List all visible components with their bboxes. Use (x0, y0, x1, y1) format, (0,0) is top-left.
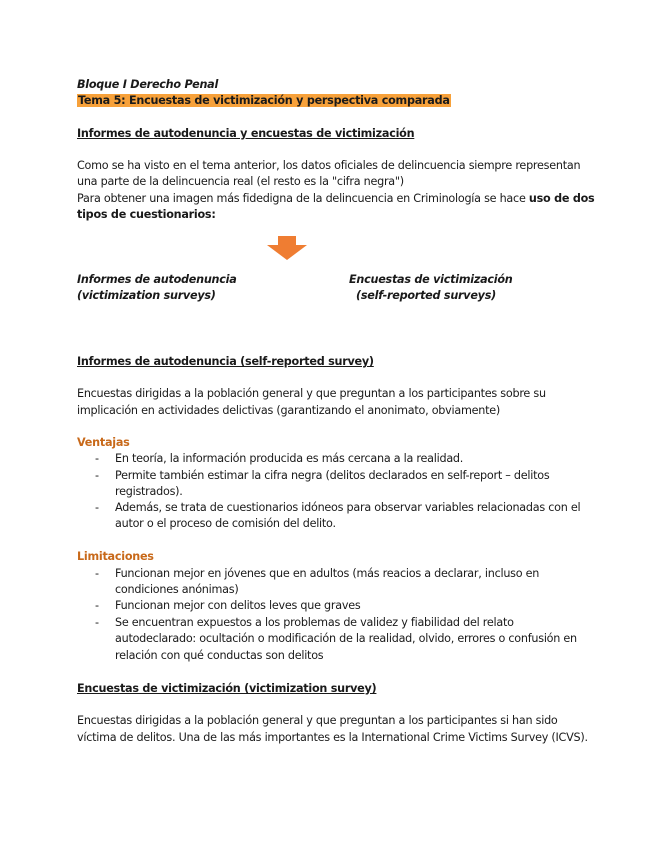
list-bullet: - (95, 616, 99, 629)
intro-p1-line2: una parte de la delincuencia real (el resto es la "cifra negra") (77, 175, 404, 188)
list-bullet: - (95, 567, 99, 580)
list-bullet: - (95, 501, 99, 514)
ventajas-title: Ventajas (77, 436, 130, 449)
self-report-desc-line2: implicación en actividades delictivas (garantizando el anonimato, obviamente) (77, 404, 500, 417)
victim-survey-desc-line1: Encuestas dirigidas a la población general y que preguntan a los participantes si han sido (77, 714, 558, 727)
topic-title (77, 94, 451, 108)
self-report-desc-line1: Encuestas dirigidas a la población general y que preguntan a los participantes sobre su (77, 387, 546, 400)
list-item: En teoría, la información producida es más cercana a la realidad. (115, 452, 464, 465)
type-left-title: Informes de autodenuncia (77, 273, 237, 286)
list-bullet: - (95, 452, 99, 465)
self-report-heading: Informes de autodenuncia (self-reported survey) (77, 355, 374, 368)
list-item: Se encuentran expuestos a los problemas de validez y fiabilidad del relato (115, 616, 514, 629)
list-item: Funcionan mejor en jóvenes que en adultos (más reacios a declarar, incluso en (115, 567, 540, 580)
list-item: Además, se trata de cuestionarios idóneos para observar variables relacionadas con el (115, 501, 581, 514)
type-left-sub: (victimization surveys) (77, 289, 216, 302)
topic-highlight: Tema 5: Encuestas de victimización y perspectiva comparada (78, 94, 450, 107)
list-item: Funcionan mejor con delitos leves que graves (115, 599, 361, 612)
list-item-continued: autor o el proceso de comisión del delito. (115, 517, 336, 530)
intro-heading: Informes de autodenuncia y encuestas de victimización (77, 127, 415, 140)
list-bullet: - (95, 599, 99, 612)
list-item-continued: registrados). (115, 485, 183, 498)
list-item-continued: autodeclarado: ocultación o modificación de la realidad, olvido, errores o confusión en (115, 632, 577, 645)
limitaciones-title: Limitaciones (77, 550, 154, 563)
victim-survey-desc-line2: víctima de delitos. Una de las más importantes es la International Crime Victims Survey (ICVS). (77, 731, 588, 744)
list-item-continued: relación con qué conductas son delitos (115, 649, 324, 662)
type-right-sub: (self-reported surveys) (356, 289, 496, 302)
intro-p1-line1: Como se ha visto en el tema anterior, los datos oficiales de delincuencia siempre representan (77, 159, 581, 172)
list-item-continued: condiciones anónimas) (115, 583, 239, 596)
down-arrow-icon (267, 236, 307, 260)
intro-p2-text: Para obtener una imagen más fidedigna de la delincuencia en Criminología se hace (77, 192, 529, 205)
intro-p2-line2: tipos de cuestionarios: (77, 208, 216, 221)
block-title: Bloque I Derecho Penal (77, 78, 219, 91)
intro-p2-line1 (77, 192, 594, 206)
list-bullet: - (95, 469, 99, 482)
type-right-title: Encuestas de victimización (349, 273, 513, 286)
victim-survey-heading: Encuestas de victimización (victimization survey) (77, 682, 377, 695)
intro-p2-bold: uso de dos (528, 192, 595, 205)
list-item: Permite también estimar la cifra negra (delitos declarados en self-report – delitos (115, 469, 550, 482)
